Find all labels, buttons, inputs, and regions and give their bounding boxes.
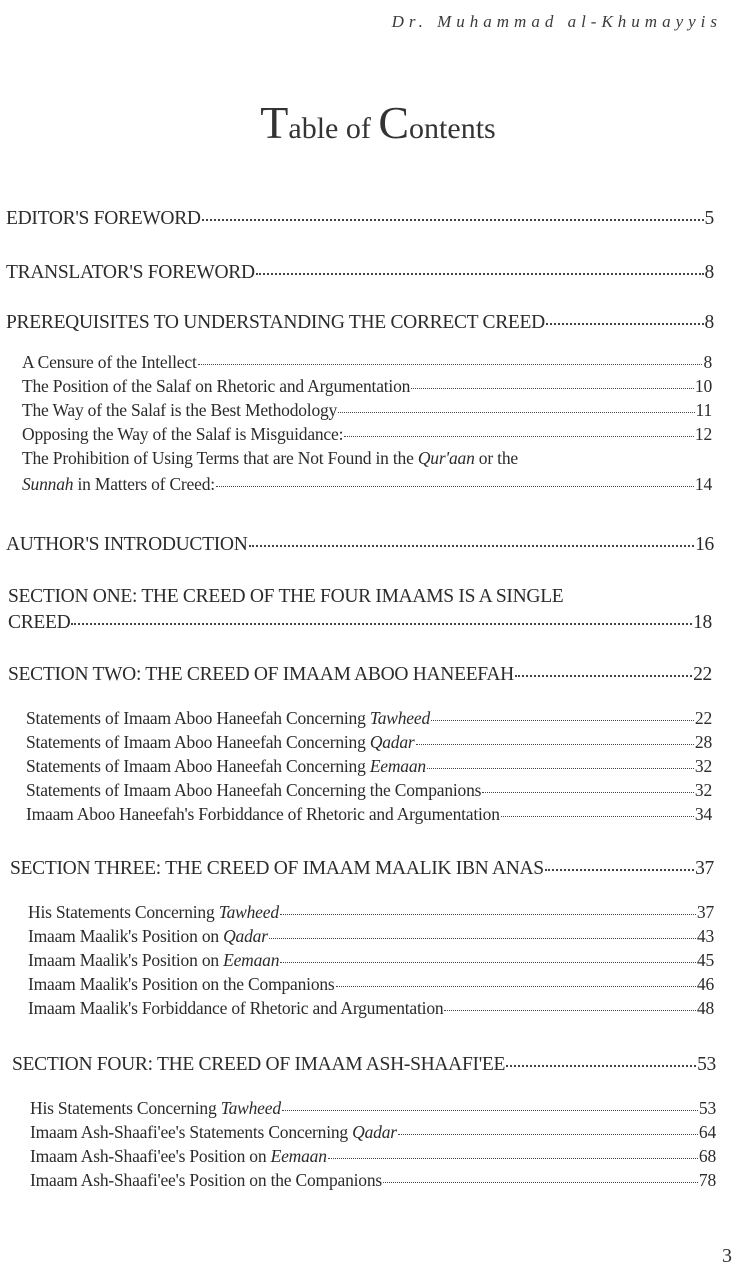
page-number: 22 xyxy=(693,664,712,685)
dot-leader xyxy=(383,1182,698,1183)
entry-label xyxy=(26,732,415,753)
entry-label-text: Imaam Ash-Shaafi'ee's Position on the Companions xyxy=(30,1170,383,1190)
entry-label-text: His Statements Concerning xyxy=(30,1098,221,1118)
title-initial-c: C xyxy=(378,97,410,148)
dot-leader xyxy=(338,412,694,413)
page-number: 11 xyxy=(695,400,712,420)
entry-label-italic: Qur'aan xyxy=(417,448,475,468)
dot-leader xyxy=(328,1158,698,1159)
entry-label: or the xyxy=(474,448,518,468)
entry-label: TRANSLATOR'S FOREWORD xyxy=(6,262,255,283)
page-number: 45 xyxy=(696,950,714,970)
page-number: 32 xyxy=(694,780,712,800)
entry-label-italic: Tawheed xyxy=(220,1098,281,1118)
entry-label xyxy=(30,1122,397,1143)
entry-label: The Prohibition of Using Terms that are Not Found in the xyxy=(22,448,418,468)
dot-leader xyxy=(280,914,696,915)
toc-subentry[interactable] xyxy=(22,376,712,397)
dot-leader xyxy=(506,1065,696,1067)
toc-subentry[interactable] xyxy=(28,974,714,995)
entry-label xyxy=(28,926,268,947)
entry-label-italic: Eemaan xyxy=(270,1146,327,1166)
dot-leader xyxy=(515,675,692,677)
dot-leader xyxy=(546,323,704,325)
page-folio-number: 3 xyxy=(722,1245,732,1267)
toc-entry-editors-foreword[interactable] xyxy=(6,208,714,230)
dot-leader xyxy=(216,486,694,487)
entry-label: PREREQUISITES TO UNDERSTANDING THE CORRECT CREED xyxy=(6,312,545,333)
page-number: 48 xyxy=(696,998,714,1018)
toc-entry-authors-introduction[interactable] xyxy=(6,534,714,556)
toc-subentry[interactable] xyxy=(28,998,714,1019)
entry-label-italic: Qadar xyxy=(369,732,415,752)
dot-leader xyxy=(411,388,694,389)
entry-label-italic: Qadar xyxy=(352,1122,397,1142)
page-number: 64 xyxy=(698,1122,716,1142)
dot-leader xyxy=(71,623,692,625)
dot-leader xyxy=(482,792,694,793)
page-number: 22 xyxy=(694,708,712,728)
entry-label-italic: Eemaan xyxy=(369,756,426,776)
page-number: 8 xyxy=(703,352,712,372)
entry-label: The Position of the Salaf on Rhetoric and Argumentation xyxy=(22,376,411,396)
toc-entry-prerequisites[interactable] xyxy=(6,312,714,334)
entry-label-text: Imaam Maalik's Position on xyxy=(28,926,224,946)
page-number: 28 xyxy=(694,732,712,752)
page-number: 37 xyxy=(696,902,714,922)
toc-subentry[interactable] xyxy=(28,950,714,971)
page-number: 16 xyxy=(695,534,714,555)
entry-label-text: Imaam Maalik's Position on the Companions xyxy=(28,974,335,994)
entry-label: SECTION THREE: THE CREED OF IMAAM MAALIK IBN ANAS xyxy=(10,858,544,879)
dot-leader xyxy=(269,938,696,939)
entry-label-italic: Qadar xyxy=(223,926,268,946)
toc-entry-translators-foreword[interactable] xyxy=(6,262,714,284)
entry-label-text: Statements of Imaam Aboo Haneefah Concerning xyxy=(26,756,370,776)
toc-entry-section-one-line1[interactable] xyxy=(8,586,563,608)
toc-entry-section-three[interactable] xyxy=(10,858,714,880)
entry-label xyxy=(28,974,335,995)
page-number: 68 xyxy=(698,1146,716,1166)
page-number: 34 xyxy=(694,804,712,824)
entry-label-italic: Sunnah xyxy=(22,474,74,494)
page-number: 46 xyxy=(696,974,714,994)
dot-leader xyxy=(501,816,694,817)
toc-entry-section-four[interactable] xyxy=(12,1054,716,1076)
entry-label-text: Statements of Imaam Aboo Haneefah Concerning the Companions xyxy=(26,780,482,800)
page-number: 78 xyxy=(698,1170,716,1190)
title-part: able of xyxy=(288,112,379,145)
toc-subentry[interactable] xyxy=(26,756,712,777)
page-number: 5 xyxy=(704,208,714,229)
dot-leader xyxy=(198,364,703,365)
entry-label-text: Imaam Aboo Haneefah's Forbiddance of Rhetoric and Argumentation xyxy=(26,804,500,824)
entry-label xyxy=(26,804,500,825)
entry-label-italic: Tawheed xyxy=(218,902,279,922)
dot-leader xyxy=(344,436,694,437)
dot-leader xyxy=(427,768,694,769)
page-number: 53 xyxy=(698,1098,716,1118)
entry-label xyxy=(28,902,279,923)
dot-leader xyxy=(545,869,694,871)
dot-leader xyxy=(398,1134,698,1135)
dot-leader xyxy=(202,219,704,221)
page-number: 32 xyxy=(694,756,712,776)
toc-subentry[interactable] xyxy=(26,804,712,825)
entry-label: A Censure of the Intellect xyxy=(22,352,197,372)
toc-subentry[interactable] xyxy=(28,902,714,923)
entry-label xyxy=(28,950,279,971)
entry-label-text: His Statements Concerning xyxy=(28,902,219,922)
dot-leader xyxy=(416,744,694,745)
toc-subentry[interactable] xyxy=(22,474,712,495)
page-number: 12 xyxy=(694,424,712,444)
dot-leader xyxy=(444,1010,695,1011)
dot-leader xyxy=(282,1110,698,1111)
entry-label-italic: Eemaan xyxy=(223,950,280,970)
toc-subentry[interactable] xyxy=(26,708,712,729)
dot-leader xyxy=(431,720,694,721)
dot-leader xyxy=(280,962,696,963)
entry-label xyxy=(30,1098,281,1119)
dot-leader xyxy=(249,545,695,547)
toc-subentry[interactable] xyxy=(30,1170,716,1191)
toc-subentry[interactable] xyxy=(28,926,714,947)
entry-label xyxy=(30,1146,327,1167)
toc-subentry[interactable] xyxy=(30,1122,716,1143)
entry-label: in Matters of Creed: xyxy=(73,474,215,494)
page-number: 8 xyxy=(704,262,714,283)
entry-label: EDITOR'S FOREWORD xyxy=(6,208,201,229)
toc-subentry[interactable] xyxy=(30,1146,716,1167)
entry-label: SECTION FOUR: THE CREED OF IMAAM ASH-SHAAFI'EE xyxy=(12,1054,506,1075)
entry-label xyxy=(22,474,215,495)
toc-subentry[interactable] xyxy=(26,732,712,753)
toc-entry-section-two[interactable] xyxy=(8,664,712,686)
entry-label xyxy=(26,756,426,777)
entry-label-text: Imaam Maalik's Position on xyxy=(28,950,224,970)
page-number: 43 xyxy=(696,926,714,946)
entry-label-text: Statements of Imaam Aboo Haneefah Concerning xyxy=(26,732,370,752)
entry-label-text: Statements of Imaam Aboo Haneefah Concerning xyxy=(26,708,370,728)
entry-label-text: Imaam Ash-Shaafi'ee's Statements Concerning xyxy=(30,1122,353,1142)
entry-label-italic: Tawheed xyxy=(369,708,430,728)
toc-subentry[interactable] xyxy=(22,352,712,373)
toc-subentry-line1[interactable] xyxy=(22,448,518,469)
running-head: Dr. Muhammad al-Khumayyis xyxy=(391,12,722,31)
entry-label: The Way of the Salaf is the Best Methodology xyxy=(22,400,338,420)
toc-subentry[interactable] xyxy=(22,424,712,445)
entry-label xyxy=(26,708,430,729)
page-number: 18 xyxy=(693,612,712,633)
entry-label: SECTION ONE: THE CREED OF THE FOUR IMAAMS IS A SINGLE xyxy=(8,586,564,607)
entry-label xyxy=(28,998,443,1019)
page-title xyxy=(0,96,756,149)
entry-label: Opposing the Way of the Salaf is Misguidance: xyxy=(22,424,344,444)
title-initial-t: T xyxy=(260,97,289,148)
entry-label: AUTHOR'S INTRODUCTION xyxy=(6,534,248,555)
entry-label: CREED xyxy=(8,612,71,633)
title-part: ontents xyxy=(409,112,496,145)
entry-label-text: Imaam Ash-Shaafi'ee's Position on xyxy=(30,1146,271,1166)
entry-label-text: Imaam Maalik's Forbiddance of Rhetoric and Argumentation xyxy=(28,998,444,1018)
toc-subentry[interactable] xyxy=(30,1098,716,1119)
toc-subentry[interactable] xyxy=(26,780,712,801)
toc-entry-section-one[interactable] xyxy=(8,612,712,634)
page-number: 14 xyxy=(694,474,712,494)
entry-label xyxy=(30,1170,382,1191)
page-number: 10 xyxy=(694,376,712,396)
entry-label: SECTION TWO: THE CREED OF IMAAM ABOO HANEEFAH xyxy=(8,664,514,685)
entry-label xyxy=(26,780,481,801)
page-number: 37 xyxy=(695,858,714,879)
dot-leader xyxy=(336,986,696,987)
page-number: 53 xyxy=(697,1054,716,1075)
dot-leader xyxy=(256,273,704,275)
page-number: 8 xyxy=(704,312,714,333)
toc-subentry[interactable] xyxy=(22,400,712,421)
